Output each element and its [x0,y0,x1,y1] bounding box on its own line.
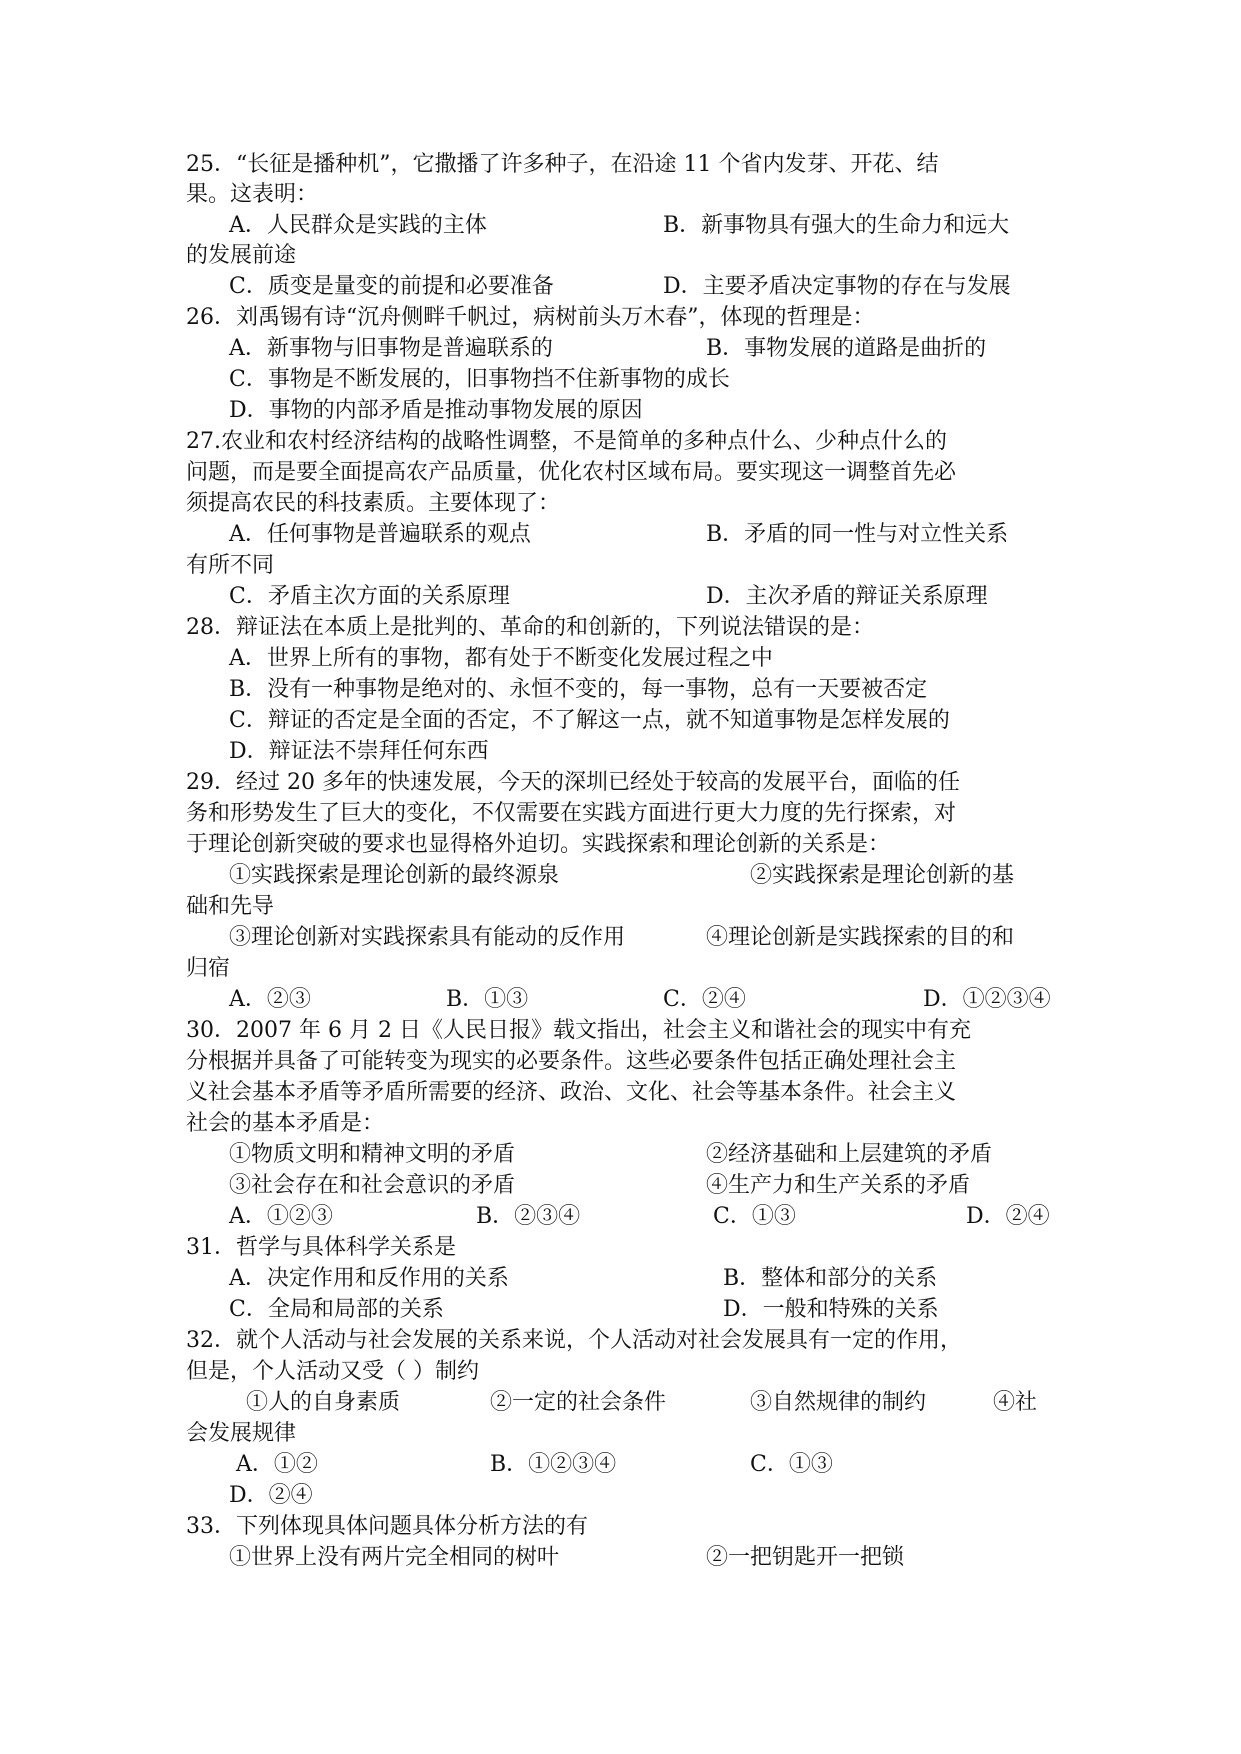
q29-item-2-cont: 础和先导 [186,894,275,919]
q32-stem-line-2: 但是，个人活动又受（ ）制约 [186,1359,479,1384]
q27-stem-line-2: 问题，而是要全面提高农产品质量，优化农村区域布局。要实现这一调整首先必 [186,460,957,485]
q32-item-3: ③自然规律的制约 [750,1390,927,1415]
q27-option-a: A．任何事物是普遍联系的观点 [229,522,531,547]
q33-item-2: ②一把钥匙开一把锁 [706,1545,905,1570]
q26-option-b: B．事物发展的道路是曲折的 [706,336,987,361]
q30-item-3: ③社会存在和社会意识的矛盾 [229,1173,516,1198]
q31-option-b: B．整体和部分的关系 [723,1266,938,1291]
q29-stem-line-1: 29．经过 20 多年的快速发展，今天的深圳已经处于较高的发展平台，面临的任 [186,770,960,795]
q28-stem: 28．辩证法在本质上是批判的、革命的和创新的，下列说法错误的是： [186,615,874,640]
q31-option-a: A．决定作用和反作用的关系 [229,1266,509,1291]
q30-item-2: ②经济基础和上层建筑的矛盾 [706,1142,993,1167]
q32-item-4-cont: 会发展规律 [186,1421,297,1446]
q29-item-1: ①实践探索是理论创新的最终源泉 [229,863,560,888]
q29-item-4: ④理论创新是实践探索的目的和 [706,925,1015,950]
q30-stem-line-3: 义社会基本矛盾等矛盾所需要的经济、政治、文化、社会等基本条件。社会主义 [186,1080,957,1105]
q27-option-c: C．矛盾主次方面的关系原理 [229,584,510,609]
q25-option-b-cont: 的发展前途 [186,243,297,268]
q32-item-2: ②一定的社会条件 [490,1390,667,1415]
q29-option-b: B．①③ [446,987,529,1012]
q30-stem-line-4: 社会的基本矛盾是： [186,1111,385,1136]
q25-stem-line-1: 25．“长征是播种机”，它撒播了许多种子，在沿途 11 个省内发芽、开花、结 [186,152,939,177]
q25-stem-line-2: 果。这表明： [186,182,319,207]
q30-stem-line-1: 30．2007 年 6 月 2 日《人民日报》载文指出，社会主义和谐社会的现实中有充 [186,1018,971,1043]
q30-option-d: D．②④ [966,1204,1050,1229]
q29-stem-line-3: 于理论创新突破的要求也显得格外迫切。实践探索和理论创新的关系是： [186,832,891,857]
q28-option-b: B．没有一种事物是绝对的、永恒不变的，每一事物，总有一天要被否定 [229,677,928,702]
q32-item-4: ④社 [993,1390,1038,1415]
q31-option-c: C．全局和局部的关系 [229,1297,444,1322]
q27-stem-line-1: 27.农业和农村经济结构的战略性调整，不是简单的多种点什么、少种点什么的 [186,429,947,454]
q28-option-d: D．辩证法不崇拜任何东西 [229,739,489,764]
q32-item-1: ①人的自身素质 [246,1390,401,1415]
q25-option-c: C．质变是量变的前提和必要准备 [229,274,554,299]
q29-item-4-cont: 归宿 [186,956,231,981]
q26-stem: 26．刘禹锡有诗“沉舟侧畔千帆过，病树前头万木春”，体现的哲理是： [186,305,875,330]
q25-option-b: B．新事物具有强大的生命力和远大 [663,213,1010,238]
q32-option-a: A．①② [236,1452,318,1477]
q33-stem: 33．下列体现具体问题具体分析方法的有 [186,1514,588,1539]
q29-option-a: A．②③ [229,987,311,1012]
q30-item-4: ④生产力和生产关系的矛盾 [706,1173,971,1198]
q28-option-c: C．辩证的否定是全面的否定，不了解这一点，就不知道事物是怎样发展的 [229,708,950,733]
q27-option-b-cont: 有所不同 [186,553,275,578]
q26-option-a: A．新事物与旧事物是普遍联系的 [229,336,553,361]
q26-option-c: C．事物是不断发展的，旧事物挡不住新事物的成长 [229,367,730,392]
q31-stem: 31．哲学与具体科学关系是 [186,1235,456,1260]
q30-stem-line-2: 分根据并具备了可能转变为现实的必要条件。这些必要条件包括正确处理社会主 [186,1049,957,1074]
q30-option-a: A．①②③ [229,1204,333,1229]
q27-option-d: D．主次矛盾的辩证关系原理 [706,584,988,609]
q32-stem-line-1: 32．就个人活动与社会发展的关系来说，个人活动对社会发展具有一定的作用， [186,1328,962,1353]
q29-item-2: ②实践探索是理论创新的基 [750,863,1015,888]
q29-stem-line-2: 务和形势发生了巨大的变化，不仅需要在实践方面进行更大力度的先行探索，对 [186,801,957,826]
q29-item-3: ③理论创新对实践探索具有能动的反作用 [229,925,626,950]
q29-option-d: D．①②③④ [923,987,1051,1012]
q28-option-a: A．世界上所有的事物，都有处于不断变化发展过程之中 [229,646,773,671]
q25-option-a: A．人民群众是实践的主体 [229,213,487,238]
q26-option-d: D．事物的内部矛盾是推动事物发展的原因 [229,398,643,423]
q32-option-d: D．②④ [229,1483,313,1508]
q32-option-b: B．①②③④ [490,1452,617,1477]
q30-item-1: ①物质文明和精神文明的矛盾 [229,1142,516,1167]
q31-option-d: D．一般和特殊的关系 [723,1297,939,1322]
q30-option-b: B．②③④ [476,1204,581,1229]
q30-option-c: C．①③ [713,1204,796,1229]
q25-option-d: D．主要矛盾决定事物的存在与发展 [663,274,1011,299]
q29-option-c: C．②④ [663,987,746,1012]
q27-stem-line-3: 须提高农民的科技素质。主要体现了： [186,491,561,516]
q32-option-c: C．①③ [750,1452,833,1477]
q33-item-1: ①世界上没有两片完全相同的树叶 [229,1545,560,1570]
q27-option-b: B．矛盾的同一性与对立性关系 [706,522,1009,547]
